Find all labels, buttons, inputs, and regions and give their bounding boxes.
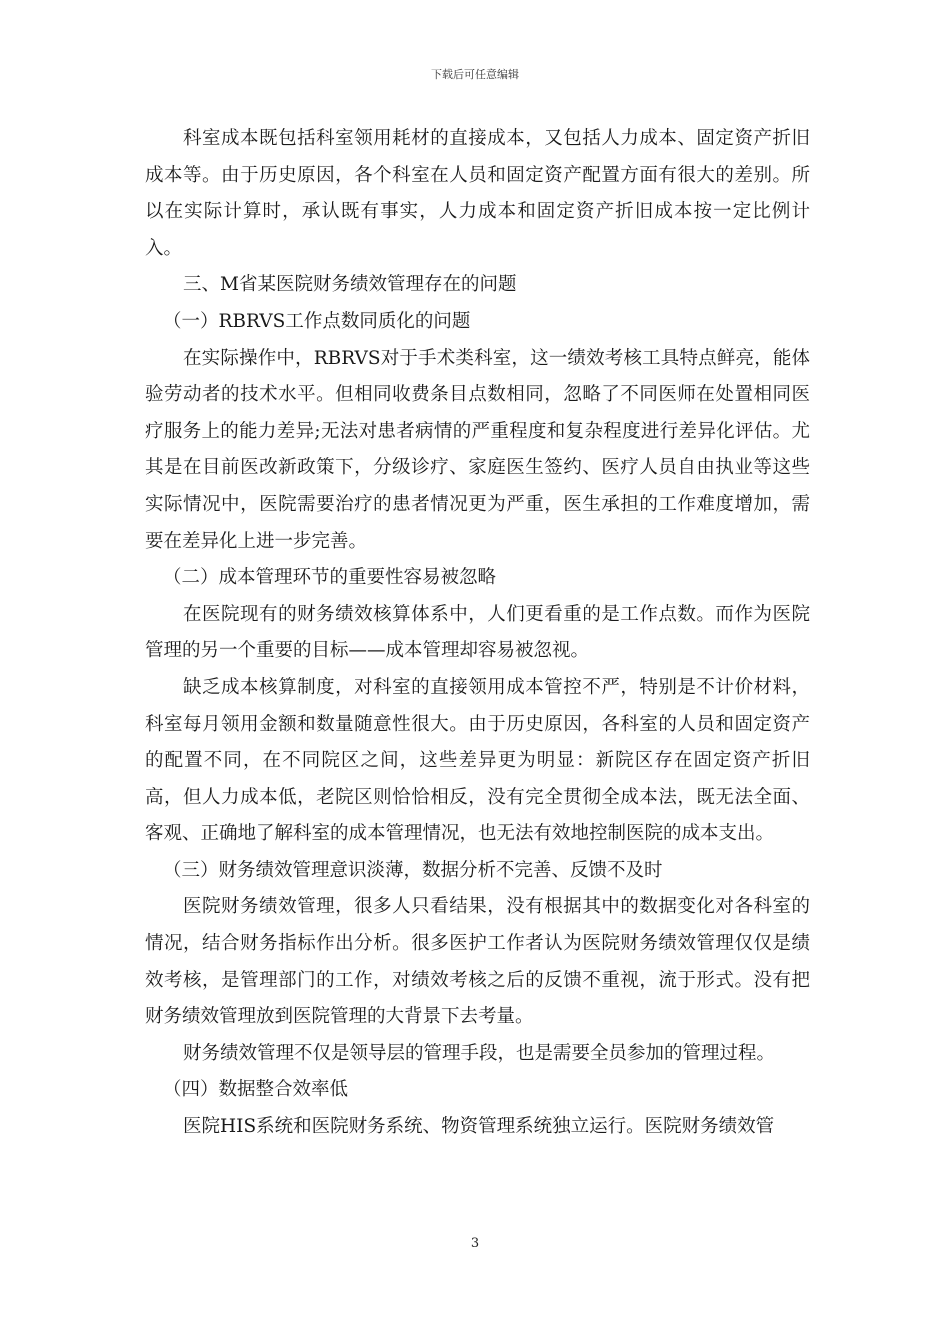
document-body xyxy=(145,121,810,1146)
subheading-awareness: （三）财务绩效管理意识淡薄，数据分析不完善、反馈不及时 xyxy=(163,859,663,881)
page-number: 3 xyxy=(470,1236,480,1251)
paragraph-his-system: 医院HIS系统和医院财务系统、物资管理系统独立运行。医院财务绩效管 xyxy=(183,1116,775,1138)
subheading-cost-management: （二）成本管理环节的重要性容易被忽略 xyxy=(163,567,497,589)
page-header: 下载后可任意编辑 xyxy=(431,68,519,81)
paragraph-work-points: 在医院现有的财务绩效核算体系中，人们更看重的是工作点数。而作为医院管理的另一个重要的目标——成本管理却容易被忽视。 xyxy=(145,603,810,662)
subheading-data-integration: （四）数据整合效率低 xyxy=(163,1079,349,1101)
subheading-rbrvs: （一）RBRVS工作点数同质化的问题 xyxy=(163,310,471,332)
paragraph-rbrvs: 在实际操作中，RBRVS对于手术类科室，这一绩效考核工具特点鲜亮，能体验劳动者的技术水平。但相同收费条目点数相同，忽略了不同医师在处置相同医疗服务上的能力差异;无法对患者病情的严重程度和复杂程度进行差异化评估。尤其是在目前医改新政策下，分级诊疗、家庭医生签约、医疗人员自由执业等这些实际情况中，医院需要治疗的患者情况更为严重，医生承担的工作难度增加，需要在差异化上进一步完善。 xyxy=(145,347,810,552)
paragraph-awareness: 医院财务绩效管理，很多人只看结果，没有根据其中的数据变化对各科室的情况，结合财务指标作出分析。很多医护工作者认为医院财务绩效管理仅仅是绩效考核，是管理部门的工作，对绩效考核之后的反馈不重视，流于形式。没有把财务绩效管理放到医院管理的大背景下去考量。 xyxy=(145,896,810,1028)
paragraph-cost-accounting: 缺乏成本核算制度，对科室的直接领用成本管控不严，特别是不计价材料，科室每月领用金额和数量随意性很大。由于历史原因，各科室的人员和固定资产的配置不同，在不同院区之间，这些差异更为明显：新院区存在固定资产折旧高，但人力成本低，老院区则恰恰相反，没有完全贯彻全成本法，既无法全面、客观、正确地了解科室的成本管理情况，也无法有效地控制医院的成本支出。 xyxy=(145,676,810,845)
section-heading-problems: 三、M省某医院财务绩效管理存在的问题 xyxy=(183,274,517,296)
paragraph-cost-description: 科室成本既包括科室领用耗材的直接成本，又包括人力成本、固定资产折旧成本等。由于历史原因，各个科室在人员和固定资产配置方面有很大的差别。所以在实际计算时，承认既有事实，人力成本和固定资产折旧成本按一定比例计入。 xyxy=(145,128,810,259)
paragraph-all-staff: 财务绩效管理不仅是领导层的管理手段，也是需要全员参加的管理过程。 xyxy=(183,1042,776,1064)
